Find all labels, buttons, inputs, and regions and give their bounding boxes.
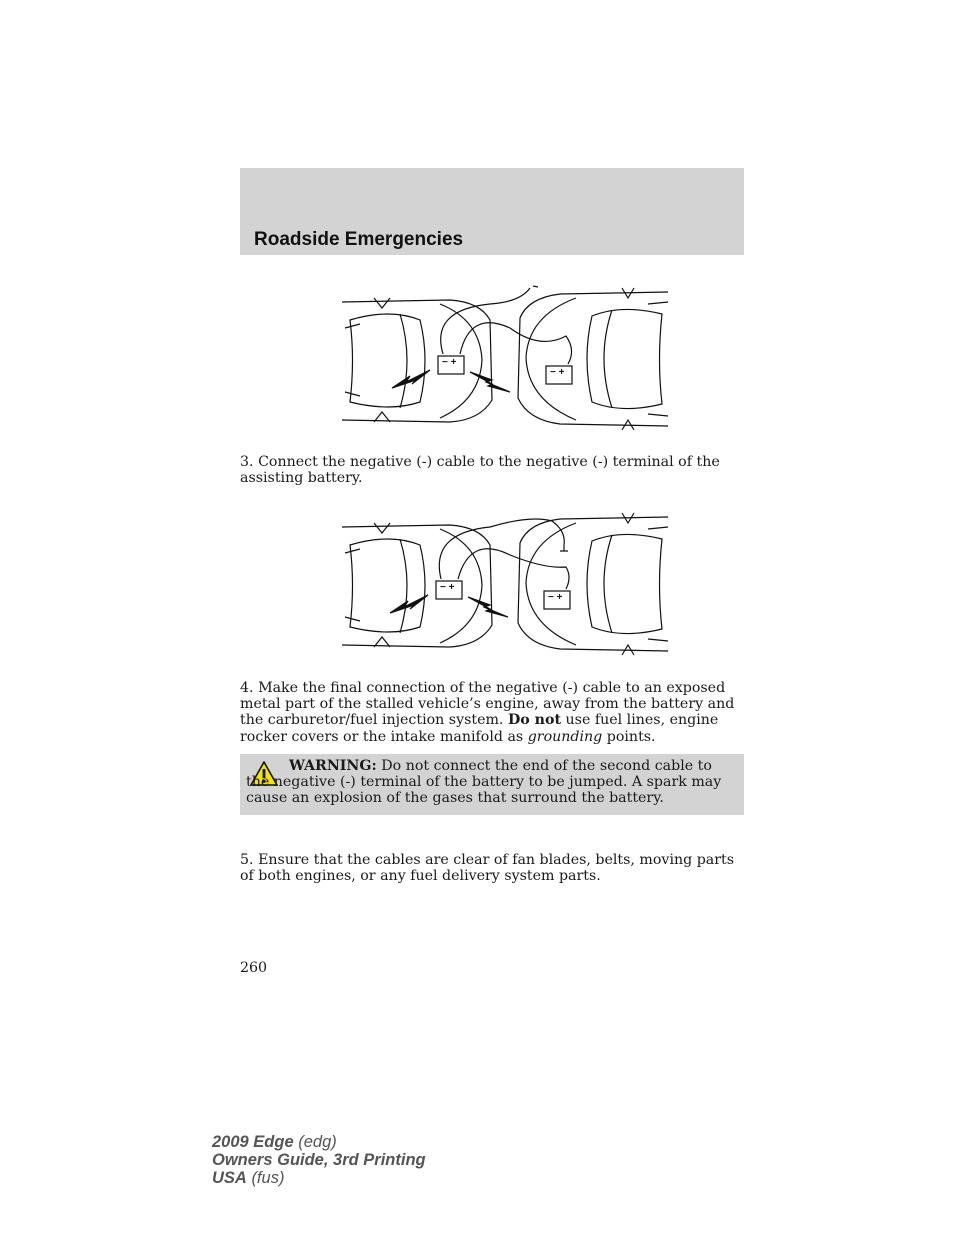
step-number: 3. bbox=[240, 454, 254, 470]
warning-label: WARNING: bbox=[289, 758, 377, 774]
footer-market: USA bbox=[212, 1169, 247, 1187]
step-body: Connect the negative (-) cable to the negative (-) terminal of the assisting battery. bbox=[240, 454, 720, 487]
step-body-c: points. bbox=[606, 728, 656, 745]
step-body-a: Make the final connection of the negative (-) cable to an exposed metal part of the stalled vehicle’s engine, away from the battery and the carburetor/fuel injection system. bbox=[240, 680, 735, 729]
step-body-b: use fuel lines, engine rocker covers or the intake manifold as bbox=[240, 712, 719, 745]
battery-terminals-label-4: − + bbox=[548, 592, 563, 603]
footer-guide: Owners Guide, 3rd Printing bbox=[212, 1151, 426, 1169]
section-title: Roadside Emergencies bbox=[254, 229, 464, 250]
step-italic: grounding bbox=[527, 728, 603, 745]
step-4-text bbox=[240, 680, 744, 745]
document-footer bbox=[212, 1133, 426, 1187]
step-number: 4. bbox=[240, 680, 254, 696]
warning-box bbox=[240, 754, 744, 815]
step-5-text bbox=[240, 852, 744, 884]
battery-terminals-label-2: − + bbox=[550, 367, 565, 378]
step-body: Ensure that the cables are clear of fan blades, belts, moving parts of both engines, or any fuel delivery system parts. bbox=[240, 852, 735, 885]
jumper-step-3-diagram bbox=[330, 280, 680, 440]
battery-terminals-label-3: − + bbox=[440, 582, 455, 593]
jumper-step-4-diagram bbox=[330, 505, 680, 665]
warning-body: Do not connect the end of the second cable to the negative (-) terminal of the battery to be jumped. A spark may cause an explosion of the gases that surround the battery. bbox=[246, 758, 722, 807]
warning-text bbox=[246, 758, 732, 807]
battery-terminals-label-1: − + bbox=[442, 357, 457, 368]
footer-market-code: (fus) bbox=[251, 1169, 285, 1187]
section-header-band bbox=[240, 168, 744, 255]
footer-model-code: (edg) bbox=[298, 1133, 337, 1151]
page-number: 260 bbox=[240, 960, 268, 976]
step-number: 5. bbox=[240, 852, 254, 868]
step-emphasis: Do not bbox=[507, 712, 562, 729]
footer-model: 2009 Edge bbox=[212, 1133, 294, 1151]
step-3-text bbox=[240, 454, 744, 486]
